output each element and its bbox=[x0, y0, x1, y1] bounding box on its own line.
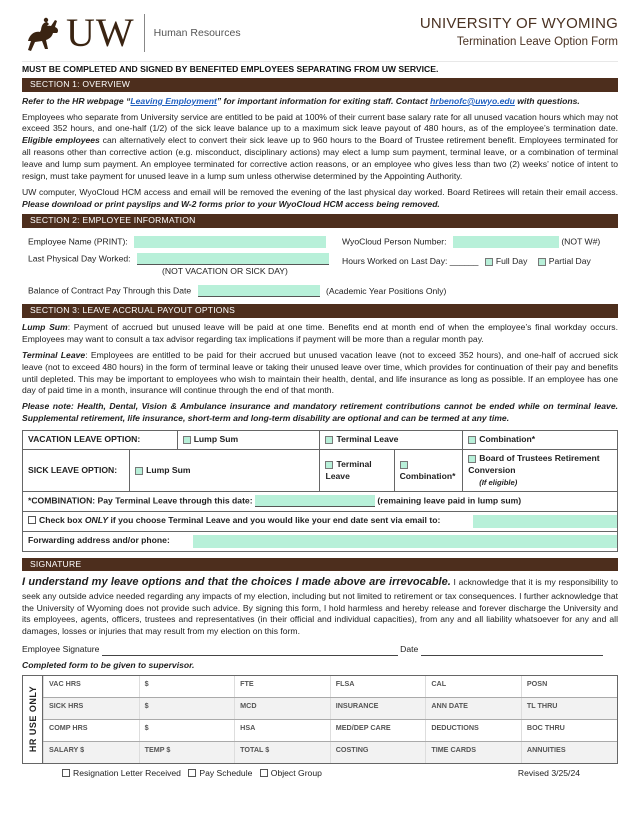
vac-combination-checkbox[interactable] bbox=[468, 436, 476, 444]
employee-signature-field[interactable] bbox=[102, 646, 398, 656]
sick-combination-checkbox[interactable] bbox=[400, 461, 408, 469]
employee-name-label: Employee Name (PRINT): bbox=[28, 236, 128, 247]
hours-row bbox=[342, 256, 591, 268]
logo-divider bbox=[144, 14, 145, 52]
date-label: Date bbox=[400, 644, 419, 655]
university-name: UNIVERSITY OF WYOMING bbox=[419, 15, 618, 33]
email-field[interactable] bbox=[473, 515, 617, 528]
signature-paragraph bbox=[22, 575, 618, 638]
combination-cell bbox=[23, 492, 618, 511]
employee-name-row bbox=[28, 236, 326, 248]
vac-lump-sum-checkbox[interactable] bbox=[183, 436, 191, 444]
hr-use-label: HR USE ONLY bbox=[27, 686, 38, 753]
hr-cell: $ bbox=[139, 697, 235, 719]
leaving-employment-link[interactable]: Leaving Employment bbox=[130, 95, 217, 106]
sick-terminal-leave-label: Terminal Leave bbox=[325, 458, 372, 481]
insurance-note: Please note: Health, Dental, Vision & Ambulance insurance and mandatory retirement contributions cannot be ended while on terminal leave. Supplemental retirement, life insurance, short-term and long-term disability are optional and can be termed at any time. bbox=[22, 401, 618, 424]
person-number-row bbox=[342, 236, 600, 248]
hr-cell: CAL bbox=[426, 676, 522, 697]
logo bbox=[22, 11, 241, 55]
partial-day-label: Partial Day bbox=[548, 256, 591, 267]
logo-text: UW bbox=[66, 10, 135, 55]
sick-lump-sum-option[interactable] bbox=[130, 449, 320, 492]
board-retirement-label: Board of Trustees Retirement Conversion bbox=[468, 452, 600, 475]
hr-cell: SICK HRS bbox=[44, 697, 140, 719]
ref-mid: ” for important information for exiting staff. Contact bbox=[216, 95, 431, 106]
hr-use-label-cell bbox=[23, 676, 43, 763]
terminal-leave-text: : Employees are entitled to be paid for their accrued but unused vacation leave (not to exceed 352 hours), and one-half of accrued sick leave (not to exceed 480 hours) in the form of terminal leave or taking their unused leave over time, which provides for continuation of their pay and benefits until depleted. This may be important to employees who wish to maintain their health, dental, and life insurance as long as possible. If an employee has one day of paid time in a month, insurance will continue through the end of that month. bbox=[22, 349, 618, 396]
sick-option-row bbox=[23, 449, 618, 492]
hours-label: Hours Worked on Last Day: ______ bbox=[342, 256, 479, 267]
object-group-checkbox[interactable] bbox=[260, 769, 268, 777]
department-name: Human Resources bbox=[153, 26, 241, 39]
vacation-option-row bbox=[23, 431, 618, 450]
footer-checklist bbox=[62, 768, 322, 780]
vac-combination-label: Combination* bbox=[479, 434, 536, 445]
balance-label: Balance of Contract Pay Through this Date bbox=[28, 285, 192, 296]
check-box-text-b: if you choose Terminal Leave and you would like your end date sent via email to: bbox=[108, 514, 441, 525]
vacation-option-label: VACATION LEAVE OPTION: bbox=[23, 431, 178, 450]
hr-cell: COMP HRS bbox=[44, 719, 140, 741]
hr-row bbox=[44, 697, 618, 719]
employee-signature-label: Employee Signature bbox=[22, 644, 100, 655]
lump-sum-text: : Payment of accrued but unused leave will be paid at one time. Benefits end at month end of when the employee’s final workday occurs. Employees may want to consult a tax advisor regarding tax implications if payment will be more than a regular month pay. bbox=[22, 322, 618, 345]
email-check-cell bbox=[23, 511, 618, 531]
forwarding-row bbox=[23, 531, 618, 551]
section-3-header: SECTION 3: LEAVE ACCRUAL PAYOUT OPTIONS bbox=[22, 304, 618, 318]
hr-row bbox=[44, 719, 618, 741]
employee-info bbox=[22, 230, 618, 302]
overview-paragraph-1 bbox=[22, 112, 618, 183]
irrevocable-statement: I understand my leave options and that the choices I made above are irrevocable. bbox=[22, 576, 451, 589]
section-2-header: SECTION 2: EMPLOYEE INFORMATION bbox=[22, 214, 618, 228]
leave-options-table bbox=[22, 430, 618, 552]
title-block bbox=[420, 14, 618, 55]
terminal-leave-term: Terminal Leave bbox=[22, 349, 86, 360]
last-day-row bbox=[28, 253, 329, 265]
lump-sum-term: Lump Sum bbox=[22, 322, 68, 333]
vac-terminal-leave-label: Terminal Leave bbox=[336, 434, 399, 445]
overview-p1-a: Employees who separate from University service are entitled to be paid at 100% of their current base salary rate for all unused vacation hours which may not exceed 352 hours, and one-half (1/2) of the sick leave balance up to a maximum sick leave payout of 480 hours, as of the employee’s termination date. bbox=[22, 111, 618, 134]
ref-pre: Refer to the HR webpage “ bbox=[22, 95, 131, 106]
hr-cell: $ bbox=[139, 676, 235, 697]
sick-combination-label: Combination* bbox=[399, 470, 456, 481]
signature-line-row bbox=[22, 644, 618, 656]
balance-row bbox=[28, 285, 446, 297]
ref-post: with questions. bbox=[514, 95, 580, 106]
sick-terminal-leave-checkbox[interactable] bbox=[325, 461, 333, 469]
vac-combination-option[interactable] bbox=[463, 431, 618, 450]
hr-cell: TL THRU bbox=[521, 697, 617, 719]
if-eligible-note: (If eligible) bbox=[479, 477, 518, 487]
overview-p2-download: Please download or print payslips and W-2 forms prior to your WyoCloud HCM access being removed. bbox=[22, 198, 440, 209]
overview-p1-b: can alternatively elect to convert their sick leave up to 960 hours to the Board of Trustee retirement benefit. Employees terminated for all reasons other than corrective action (e.g. misconduct, disciplinary actions) may elect a lump sum payment, terminal leave, or a combination of terminal leave and lump sum payment. An employee terminated for corrective action reasons, or an employee who gives less than two (2) weeks’ notice of intent to resign, must take payment for unused leave in a lump sum unless otherwise determined by the Appointing Authority. bbox=[22, 135, 618, 181]
overview-paragraph-2 bbox=[22, 187, 618, 211]
hr-cell: POSN bbox=[521, 676, 617, 697]
hr-cell: VAC HRS bbox=[44, 676, 140, 697]
terminal-leave-paragraph bbox=[22, 350, 618, 397]
overview-p1-eligible: Eligible employees bbox=[22, 135, 100, 146]
forwarding-field[interactable] bbox=[193, 535, 617, 548]
hr-cell: DEDUCTIONS bbox=[426, 719, 522, 741]
completed-form-note: Completed form to be given to supervisor. bbox=[22, 659, 195, 670]
object-group-label: Object Group bbox=[270, 767, 322, 778]
combination-date-field[interactable] bbox=[255, 495, 375, 507]
vac-terminal-leave-checkbox[interactable] bbox=[325, 436, 333, 444]
form-title: Termination Leave Option Form bbox=[456, 36, 618, 49]
board-retirement-checkbox[interactable] bbox=[468, 455, 476, 463]
not-w-note: (NOT W#) bbox=[561, 236, 601, 247]
board-retirement-option[interactable] bbox=[463, 449, 618, 492]
partial-day-checkbox[interactable] bbox=[538, 258, 546, 266]
academic-note: (Academic Year Positions Only) bbox=[326, 285, 447, 296]
check-box-only: ONLY bbox=[84, 514, 109, 525]
pay-schedule-checkbox[interactable] bbox=[188, 769, 196, 777]
vac-terminal-leave-option[interactable] bbox=[320, 431, 463, 450]
not-vacation-note: (NOT VACATION OR SICK DAY) bbox=[162, 266, 288, 277]
hr-row bbox=[44, 741, 618, 762]
email-check-row bbox=[23, 511, 618, 531]
email-end-date-checkbox[interactable] bbox=[28, 516, 36, 524]
hr-cell: BOC THRU bbox=[521, 719, 617, 741]
last-day-field[interactable] bbox=[137, 253, 329, 265]
combination-row bbox=[23, 492, 618, 511]
hr-cell: MED/DEP CARE bbox=[330, 719, 426, 741]
overview-p2-a: UW computer, WyoCloud HCM access and email will be removed the evening of the last physical day worked. Board Retirees will retain their email access. bbox=[22, 186, 618, 197]
vac-lump-sum-option[interactable] bbox=[177, 431, 320, 450]
hr-cell: SALARY $ bbox=[44, 741, 140, 762]
sick-terminal-leave-option[interactable] bbox=[320, 449, 394, 492]
combination-label: *COMBINATION: Pay Terminal Leave through this date: bbox=[28, 495, 253, 506]
hr-cell: ANNUITIES bbox=[521, 741, 617, 762]
footer bbox=[22, 768, 618, 780]
signature-date-field[interactable] bbox=[421, 646, 603, 656]
header bbox=[22, 0, 618, 62]
employee-name-field[interactable] bbox=[134, 236, 326, 248]
balance-field[interactable] bbox=[198, 285, 320, 297]
sick-lump-sum-checkbox[interactable] bbox=[135, 467, 143, 475]
full-day-label: Full Day bbox=[495, 256, 528, 267]
hr-cell: MCD bbox=[235, 697, 331, 719]
person-number-label: WyoCloud Person Number: bbox=[342, 236, 447, 247]
sick-lump-sum-label: Lump Sum bbox=[146, 464, 191, 475]
bucking-horse-icon bbox=[22, 11, 62, 55]
email-check-text bbox=[28, 515, 440, 527]
resignation-letter-checkbox[interactable] bbox=[62, 769, 70, 777]
person-number-field[interactable] bbox=[453, 236, 559, 248]
hr-use-table bbox=[43, 676, 617, 763]
signature-header: SIGNATURE bbox=[22, 558, 618, 572]
sick-combination-option[interactable] bbox=[394, 449, 463, 492]
hr-cell: TEMP $ bbox=[139, 741, 235, 762]
hr-cell: HSA bbox=[235, 719, 331, 741]
revised-date: Revised 3/25/24 bbox=[517, 767, 580, 778]
reference-line bbox=[22, 96, 618, 108]
hr-cell: INSURANCE bbox=[330, 697, 426, 719]
combination-remaining: (remaining leave paid in lump sum) bbox=[377, 495, 522, 506]
hr-cell: COSTING bbox=[330, 741, 426, 762]
vac-lump-sum-label: Lump Sum bbox=[193, 434, 239, 445]
hr-cell: ANN DATE bbox=[426, 697, 522, 719]
hr-cell: TIME CARDS bbox=[426, 741, 522, 762]
hr-email-link[interactable]: hrbenofc@uwyo.edu bbox=[430, 95, 515, 106]
forwarding-cell bbox=[23, 531, 618, 551]
last-day-label: Last Physical Day Worked: bbox=[28, 253, 131, 264]
resignation-letter-label: Resignation Letter Received bbox=[73, 767, 181, 778]
hr-cell: FLSA bbox=[330, 676, 426, 697]
lump-sum-paragraph bbox=[22, 322, 618, 346]
sick-option-label: SICK LEAVE OPTION: bbox=[23, 449, 130, 492]
pay-schedule-label: Pay Schedule bbox=[199, 767, 253, 778]
hr-row bbox=[44, 676, 618, 697]
hr-use-box bbox=[22, 675, 618, 764]
signature-text: I acknowledge that it is my responsibility to seek any outside advice needed regarding any impacts of my election, including but not limited to retirement or tax consequences. I further acknowledge that the University of Wyoming does not provide such advice. By signing this form, I hold harmless and hereby release and forever discharge the University and its employees, agents, officers, trustees and representatives (in their official and individual capacities), from any and all liability whatsoever for any and all damages, losses or injuries that may result from my election on this form. bbox=[22, 577, 619, 637]
hr-cell: $ bbox=[139, 719, 235, 741]
section-1-header: SECTION 1: OVERVIEW bbox=[22, 78, 618, 92]
hr-cell: FTE bbox=[235, 676, 331, 697]
forwarding-label: Forwarding address and/or phone: bbox=[28, 534, 170, 545]
check-box-text-a: Check box bbox=[39, 514, 85, 525]
full-day-checkbox[interactable] bbox=[485, 258, 493, 266]
must-complete-note: MUST BE COMPLETED AND SIGNED BY BENEFITED EMPLOYEES SEPARATING FROM UW SERVICE. bbox=[22, 64, 439, 74]
hr-cell: TOTAL $ bbox=[235, 741, 331, 762]
